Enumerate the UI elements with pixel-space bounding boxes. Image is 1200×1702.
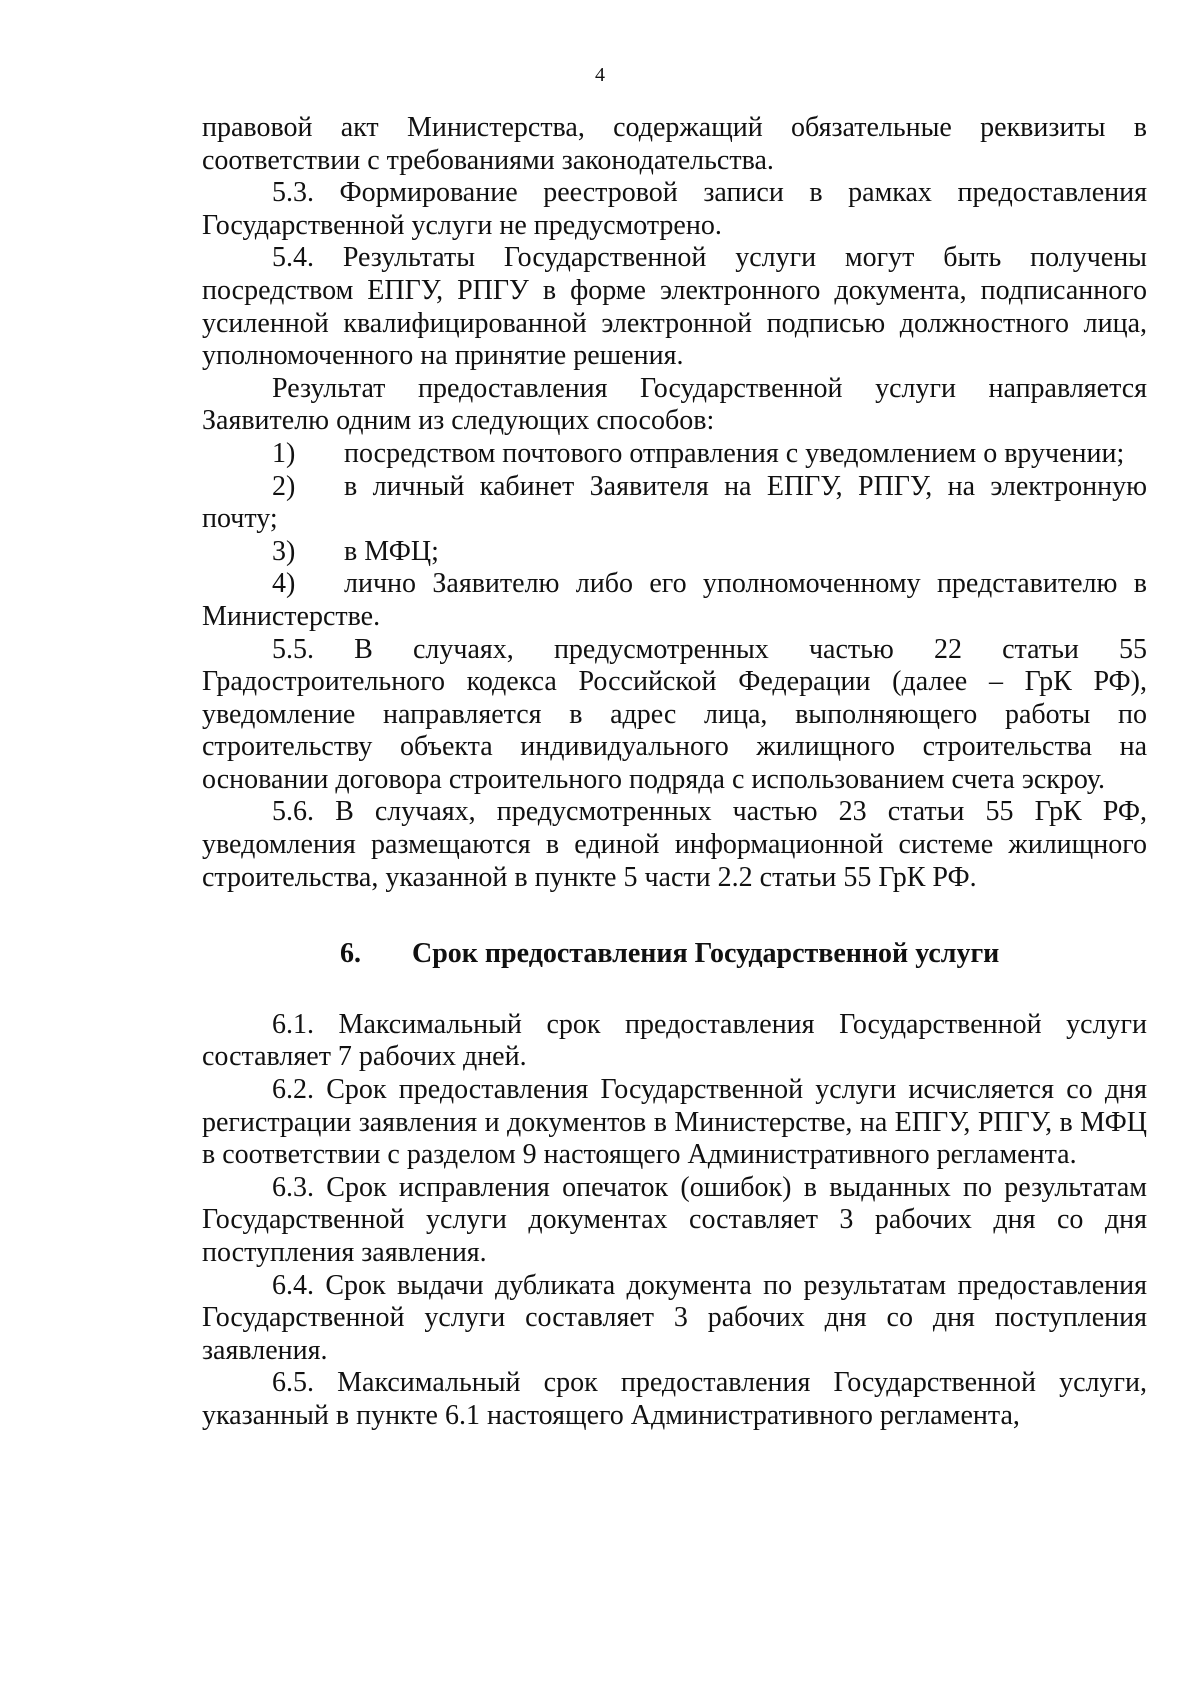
list-item-number: 2) [272,470,296,502]
list-item [202,471,1147,536]
page-number: 4 [595,64,605,86]
paragraph: 6.1. Максимальный срок предоставления Государственной услуги составляет 7 рабочих дней. [202,1008,1147,1073]
paragraph: 5.6. В случаях, предусмотренных частью 23 статьи 55 ГрК РФ, уведомления размещаются в единой информационной системе жилищного строительства, указанной в пункте 5 части 2.2 статьи 55 ГрК РФ. [202,796,1147,893]
paragraph: 5.4. Результаты Государственной услуги могут быть получены посредством ЕПГУ, РПГУ в форме электронного документа, подписанного усиленной квалифицированной электронной подписью должностного лица, уполномоченного на принятие решения. [202,242,1147,372]
paragraph: Результат предоставления Государственной услуги направляется Заявителю одним из следующих способов: [202,372,1147,437]
document-body [202,112,1147,1433]
paragraph: 6.5. Максимальный срок предоставления Государственной услуги, указанный в пункте 6.1 настоящего Административного регламента, [202,1367,1147,1431]
list-item-number: 1) [272,437,296,469]
section-heading [202,938,1147,971]
list-item-number: 3) [272,535,296,567]
section-number: 6. [340,938,361,970]
list-item-text: в МФЦ; [344,535,439,567]
paragraph: 5.5. В случаях, предусмотренных частью 22 статьи 55 Градостроительного кодекса Российской Федерации (далее – ГрК РФ), уведомление направляется в адрес лица, выполняющего работы по строительству объекта индивидуального жилищного строительства на основании договора строительного подряда с использованием счета эскроу. [202,633,1147,795]
section-title: Срок предоставления Государственной услуги [412,938,1000,970]
list-item-text: лично Заявителю либо его уполномоченному представителю в Министерстве. [202,568,1147,632]
list-item [202,438,1147,471]
paragraph: 6.2. Срок предоставления Государственной услуги исчисляется со дня регистрации заявления и документов в Министерстве, на ЕПГУ, РПГУ, в МФЦ в соответствии с разделом 9 настоящего Административного регламента. [202,1074,1147,1171]
paragraph: 6.3. Срок исправления опечаток (ошибок) в выданных по результатам Государственной услуги документах составляет 3 рабочих дня со дня поступления заявления. [202,1171,1147,1268]
list-item-text: посредством почтового отправления с уведомлением о вручении; [344,437,1125,469]
list-item [202,536,1147,569]
list-item-number: 4) [272,568,296,600]
paragraph: 6.4. Срок выдачи дубликата документа по результатам предоставления Государственной услуги составляет 3 рабочих дня со дня поступления заявления. [202,1269,1147,1366]
paragraph: 5.3. Формирование реестровой записи в рамках предоставления Государственной услуги не предусмотрено. [202,177,1147,241]
list-item-text: в личный кабинет Заявителя на ЕПГУ, РПГУ, на электронную почту; [202,470,1147,535]
paragraph: правовой акт Министерства, содержащий обязательные реквизиты в соответствии с требованиями законодательства. [202,112,1147,176]
list-item [202,568,1147,633]
